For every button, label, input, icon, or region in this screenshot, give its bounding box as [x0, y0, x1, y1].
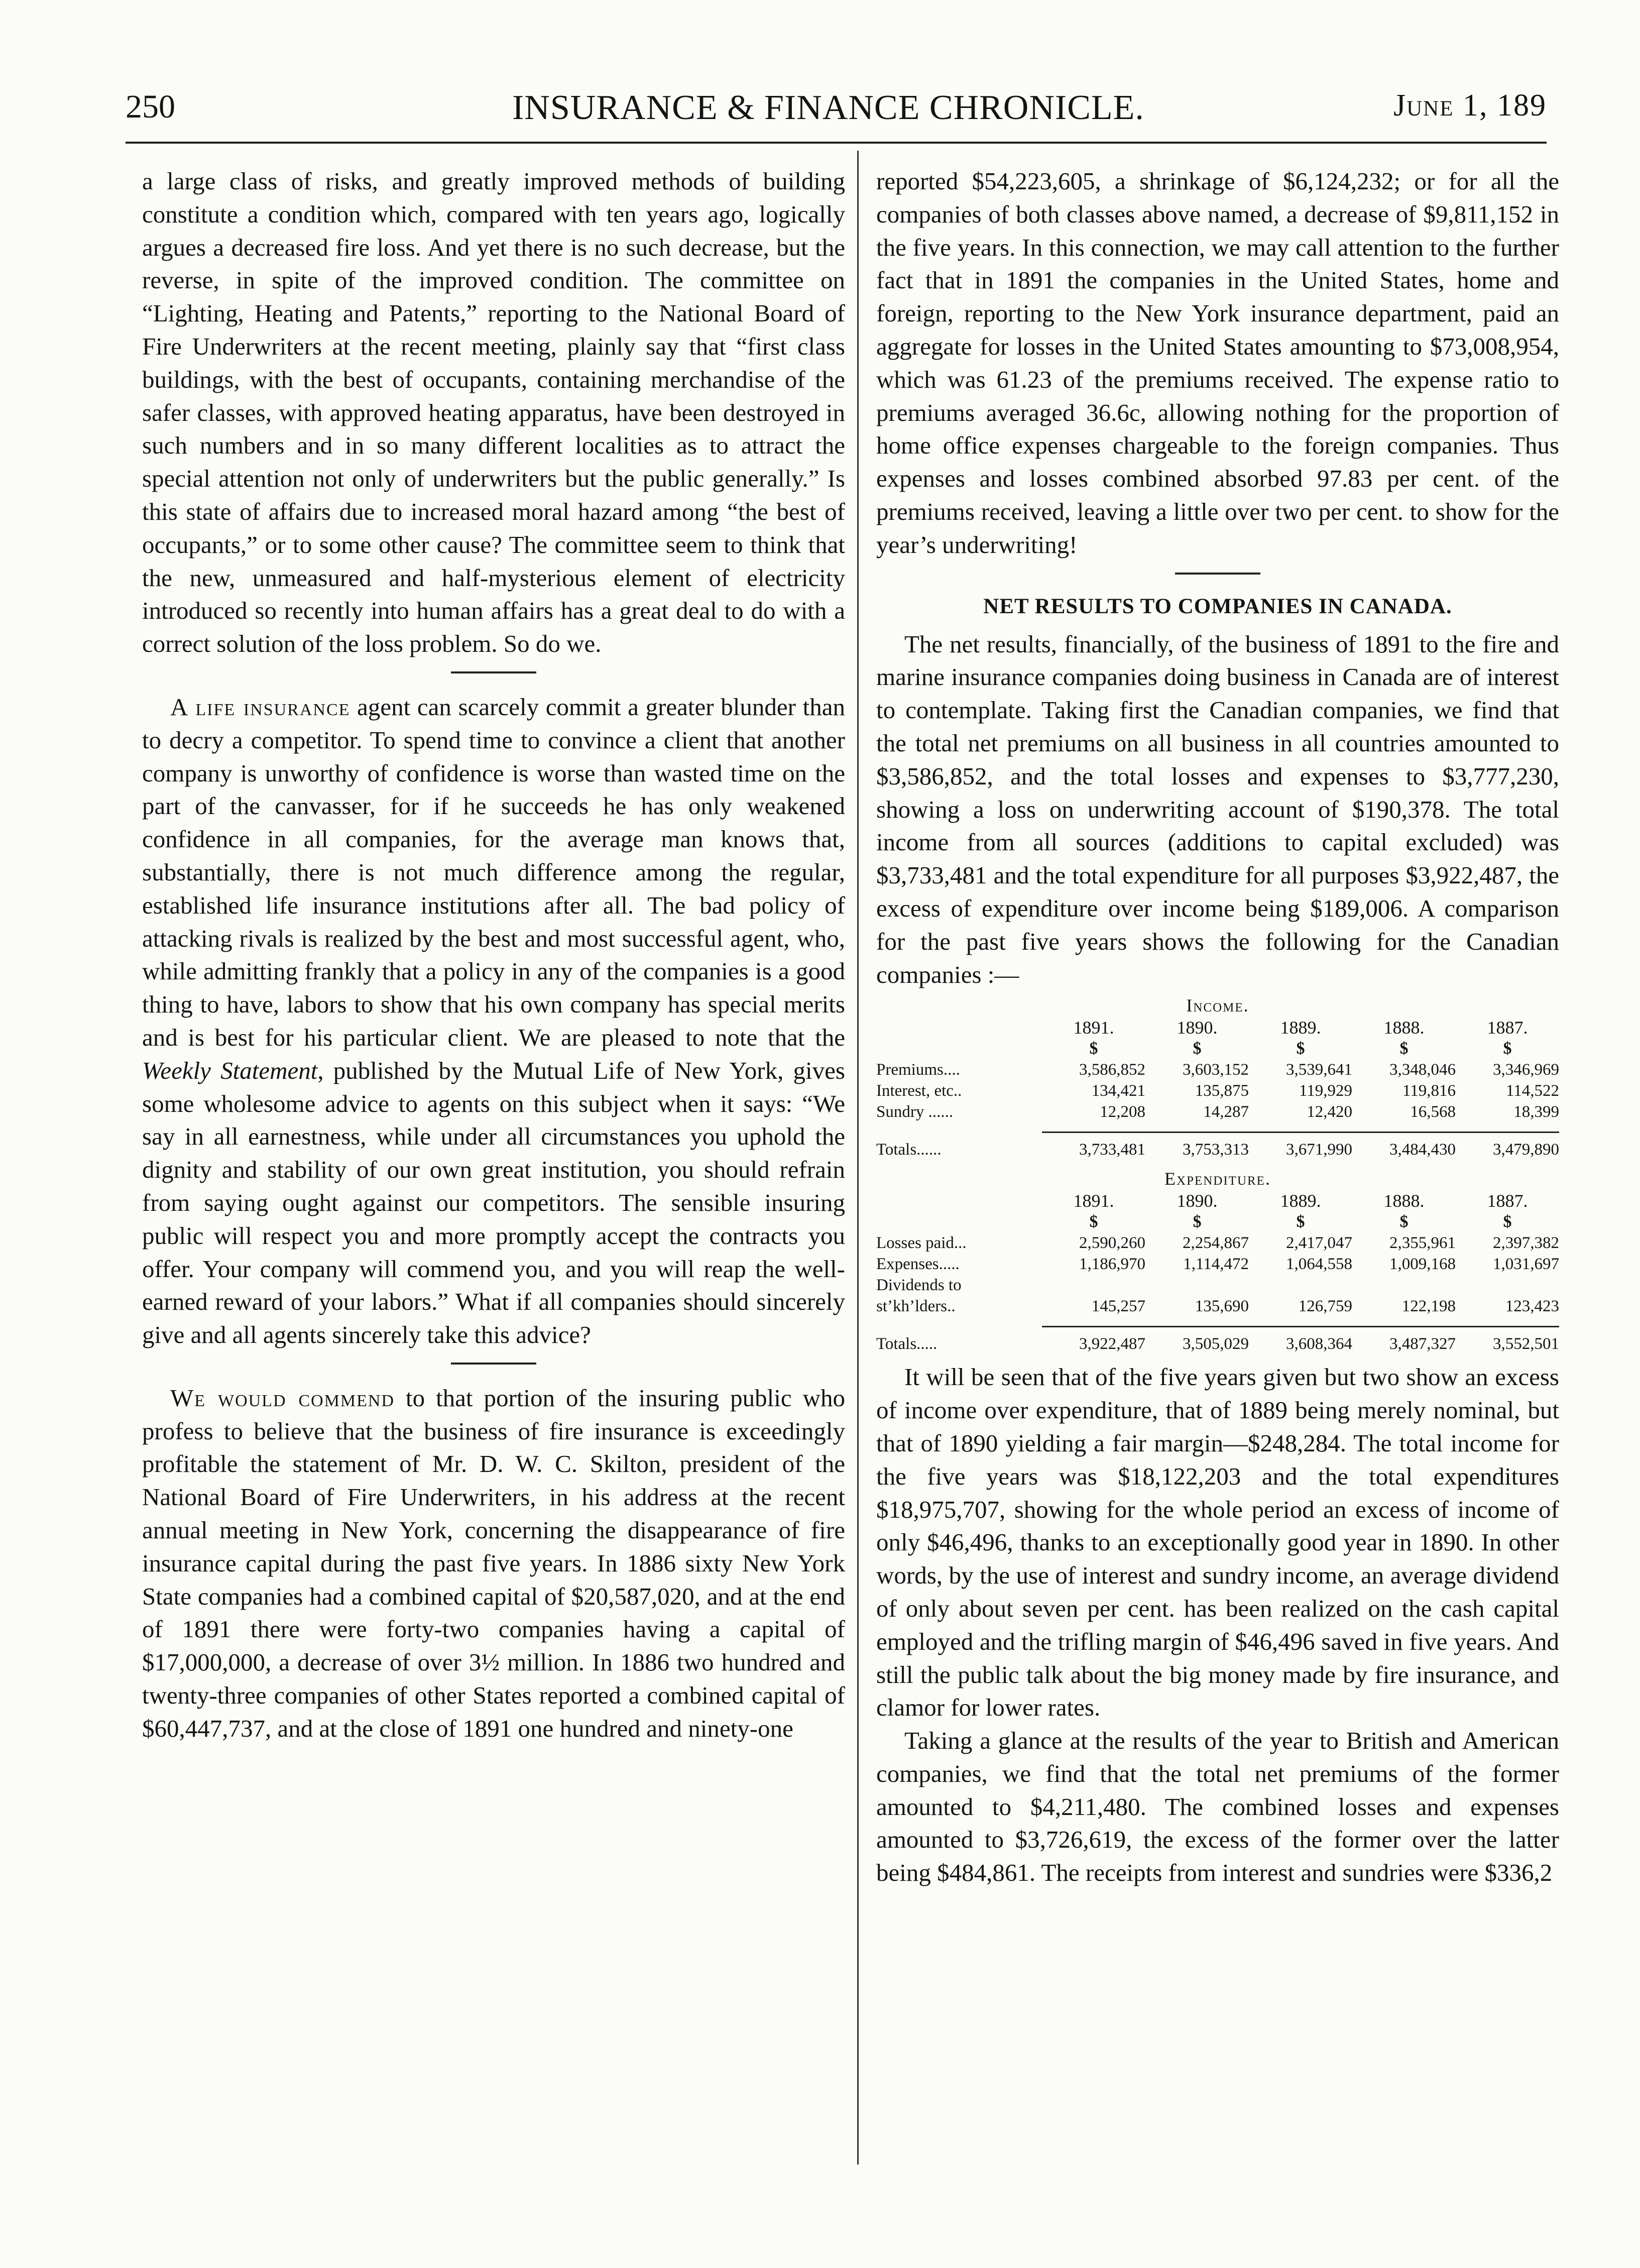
- sum-rule: [1042, 1317, 1145, 1327]
- currency-symbol: $: [1399, 1212, 1409, 1231]
- right-column: [876, 165, 1559, 2174]
- table-cell: 1,009,168: [1389, 1255, 1456, 1274]
- row-label: Totals......: [876, 1140, 942, 1159]
- header-rule: [126, 142, 1547, 144]
- table-row: [876, 1059, 1559, 1080]
- table-cell: 1,186,970: [1079, 1255, 1145, 1274]
- year-header: 1887.: [1487, 1191, 1528, 1211]
- table-cell: 3,603,152: [1183, 1061, 1249, 1079]
- table-cell: 135,690: [1195, 1297, 1249, 1316]
- table-cell: [1249, 1275, 1352, 1296]
- totals-row: [876, 1132, 1559, 1163]
- row-label: st’kh’lders..: [876, 1297, 956, 1316]
- paragraph-life-insurance-agent: [142, 691, 845, 1351]
- paragraph-british-american: Taking a glance at the results of the year to British and American companies, we find that the total net premiums of the former amounted to $4,211,480. The combined losses and expenses amounted to $3,726,619, the excess of the former over the latter being $484,861. The receipts from interest and sundries were $336,2: [876, 1727, 1559, 1887]
- table-cell: 114,522: [1505, 1082, 1559, 1100]
- row-label: Sundry ......: [876, 1103, 954, 1121]
- currency-symbol: $: [1296, 1212, 1305, 1231]
- sum-rule: [1352, 1317, 1456, 1327]
- table-caption: Income.: [1186, 995, 1249, 1016]
- table-row: [876, 1232, 1559, 1254]
- table-cell: 2,590,260: [1079, 1234, 1145, 1253]
- table-cell: 3,484,430: [1389, 1141, 1456, 1159]
- sum-rule: [1352, 1122, 1456, 1132]
- table-cell: 2,417,047: [1286, 1234, 1352, 1253]
- paragraph-five-year-comparison: It will be seen that of the five years given but two show an excess of income over expenditure, that of 1889 being merely nominal, but that of 1890 yielding a fair margin—$248,284. The total income for the five years was $18,122,203 and the total expenditures $18,975,707, showing for the whole period an excess of income of only $46,496, thanks to an exceptionally good year in 1890. In other words, by the use of interest and sundry income, an average dividend of only about seven per cent. has been realized on the cash capital employed and the trifling margin of $46,496 saved in five years. And still the public talk about the big money made by fire insurance, and clamor for lower rates.: [876, 1363, 1559, 1722]
- table-cell: 1,064,558: [1286, 1255, 1352, 1274]
- expenditure-table: [876, 1166, 1559, 1356]
- table-cell: 134,421: [1091, 1082, 1145, 1100]
- table-cell: 3,671,990: [1286, 1141, 1352, 1159]
- paragraph-fire-loss: a large class of risks, and greatly improved methods of building constitute a condition which, compared with ten years ago, logically argues a decreased fire loss. And yet there is no such decrease, but the reverse, in spite of the improved condition. The committee on “Lighting, Heating and Patents,” reporting to the National Board of Fire Underwriters at the recent meeting, plainly say that “first class buildings, with the best of occupants, containing merchandise of the safer classes, with approved heating apparatus, have been destroyed in such numbers and in so many different localities as to attract the special attention not only of underwriters but the public generally.” Is this state of affairs due to increased moral hazard among “the best of occupants,” or to some other cause? The committee seem to think that the new, unmeasured and half-mysterious element of electricity introduced so recently into human affairs has a great deal to do with a correct solution of the loss problem. So do we.: [142, 167, 845, 658]
- table-cell: 3,586,852: [1079, 1061, 1145, 1079]
- currency-symbol: $: [1089, 1039, 1098, 1058]
- paragraph-text: to that portion of the insuring public who profess to believe that the business of fire insurance is exceedingly profitable the statement of Mr. D. W. C. Skilton, president of the National Board of Fire Underwriters, in his address at the recent annual meeting in New York, concerning the disappearance of fire insurance capital during the past five years. In 1886 sixty New York State companies had a combined capital of $20,587,020, and at the end of 1891 there were forty-two companies having a capital of $17,000,000, a decrease of over 3½ million. In 1886 two hundred and twenty-three companies of other States reported a combined capital of $60,447,737, and at the close of 1891 one hundred and ninety-one: [142, 1384, 845, 1742]
- table-cell: 3,733,481: [1079, 1141, 1145, 1159]
- table-cell: 3,552,501: [1493, 1335, 1559, 1353]
- totals-row: [876, 1327, 1559, 1357]
- currency-symbol: $: [1089, 1212, 1098, 1231]
- table-row: [876, 1254, 1559, 1275]
- table-cell: 3,479,890: [1493, 1141, 1559, 1159]
- row-label: Losses paid...: [876, 1234, 967, 1253]
- sum-rule: [1042, 1122, 1145, 1132]
- row-label: Totals.....: [876, 1334, 938, 1353]
- section-rule: [1175, 573, 1260, 575]
- table-cell: 1,114,472: [1183, 1255, 1249, 1274]
- table-cell: [1456, 1275, 1559, 1296]
- paragraph-net-results: The net results, financially, of the business of 1891 to the fire and marine insurance companies doing business in Canada are of interest to contemplate. Taking first the Canadian companies, we find that the total net premiums on all business in all countries amounted to $3,586,852, and the total losses and expenses to $3,777,230, showing a loss on underwriting account of $190,378. The total income from all sources (additions to capital excluded) was $3,733,481 and the total expenditure for all purposes $3,922,487, the excess of expenditure over income being $189,006. A comparison for the past five years shows the following for the Canadian companies :—: [876, 630, 1559, 988]
- currency-symbol: $: [1193, 1212, 1202, 1231]
- currency-symbol: $: [1296, 1039, 1305, 1058]
- table-cell: 2,254,867: [1183, 1234, 1249, 1253]
- table-cell: 123,423: [1505, 1297, 1559, 1316]
- currency-symbol: $: [1193, 1039, 1202, 1058]
- currency-symbol: $: [1503, 1212, 1512, 1231]
- paragraph-shrinkage: reported $54,223,605, a shrinkage of $6,124,232; or for all the companies of both classes above named, a decrease of $9,811,152 in the five years. In this connection, we may call attention to the further fact that in 1891 the companies in the United States, home and foreign, reporting to the New York insurance department, paid an aggregate for losses in the United States amounting to $73,008,954, which was 61.23 of the premiums received. The expense ratio to premiums averaged 36.6c, allowing nothing for the proportion of home office expenses chargeable to the foreign companies. Thus expenses and losses combined absorbed 97.83 per cent. of the premiums received, leaving a little over two per cent. to show for the year’s underwriting!: [876, 167, 1559, 558]
- year-header: 1890.: [1177, 1017, 1218, 1038]
- table-row: [876, 1101, 1559, 1122]
- sum-rule: [1249, 1122, 1352, 1132]
- year-header: 1888.: [1383, 1017, 1425, 1038]
- sum-rule: [1145, 1122, 1249, 1132]
- table-cell: 1,031,697: [1493, 1255, 1559, 1274]
- column-divider: [857, 151, 859, 2165]
- lead-in-text: We would commend: [170, 1384, 395, 1412]
- currency-symbol: $: [1503, 1039, 1512, 1058]
- row-label: Dividends to: [876, 1276, 962, 1295]
- table-cell: 3,922,487: [1079, 1335, 1145, 1353]
- table-cell: 122,198: [1401, 1297, 1456, 1316]
- section-rule: [451, 1363, 536, 1365]
- table-cell: 14,287: [1203, 1103, 1249, 1121]
- table-cell: [1352, 1275, 1456, 1296]
- table-cell: 12,208: [1100, 1103, 1145, 1121]
- table-cell: [1042, 1275, 1145, 1296]
- table-cell: 3,487,327: [1389, 1335, 1456, 1353]
- row-label: Interest, etc..: [876, 1082, 962, 1100]
- year-header: 1889.: [1280, 1191, 1321, 1211]
- table-cell: 12,420: [1307, 1103, 1352, 1121]
- table-cell: 3,753,313: [1183, 1141, 1249, 1159]
- paragraph-text: , published by the Mutual Life of New York, gives some wholesome advice to agents on this subject when it says: “We say in all earnestness, while under all circumstances you uphold the dignity and stability of our own great institution, you should refrain from saying ought against our competitors. The sensible insuring public will respect you and more promptly accept the contracts you offer. Your company will commend you, and you will reap the well-earned reward of your labors.” What if all companies should sincerely give and all agents sincerely take this advice?: [142, 1056, 845, 1349]
- table-row: [876, 1296, 1559, 1317]
- income-table: [876, 993, 1559, 1162]
- table-cell: 145,257: [1091, 1297, 1145, 1316]
- table-cell: 135,875: [1195, 1082, 1249, 1100]
- table-row: [876, 1275, 1559, 1296]
- table-cell: 3,505,029: [1183, 1335, 1249, 1353]
- section-heading: NET RESULTS TO COMPANIES IN CANADA.: [983, 594, 1452, 618]
- row-label: Premiums....: [876, 1061, 960, 1079]
- year-header: 1887.: [1487, 1017, 1528, 1038]
- table-cell: 119,816: [1402, 1082, 1456, 1100]
- lead-in-text: A life insurance: [170, 693, 350, 721]
- table-cell: 3,348,046: [1389, 1061, 1456, 1079]
- year-header: 1889.: [1280, 1017, 1321, 1038]
- page-header: [126, 88, 1547, 133]
- table-cell: 2,397,382: [1493, 1234, 1559, 1253]
- left-column: [142, 165, 845, 2174]
- page-number: 250: [126, 88, 175, 125]
- section-rule: [451, 671, 536, 673]
- table-row: [876, 1080, 1559, 1101]
- paragraph-fire-capital: [142, 1382, 845, 1745]
- issue-date: June 1, 189: [1393, 88, 1547, 123]
- table-cell: 18,399: [1513, 1103, 1559, 1121]
- paragraph-text: agent can scarcely commit a greater blunder than to decry a competitor. To spend time to convince a client that another company is unworthy of confidence is worse than wasted time on the part of the canvasser, for if he succeeds he has only weakened confidence in all companies, for the average man knows that, substantially, there is not much difference among the regular, established life insurance institutions after all. The bad policy of attacking rivals is realized by the best and most successful agent, who, while admitting frankly that a policy in any of the companies is a good thing to have, labors to show that his own company has special merits and is best for his particular client. We are pleased to note that the: [142, 693, 845, 1051]
- currency-symbol: $: [1399, 1039, 1409, 1058]
- table-caption: Expenditure.: [1164, 1169, 1271, 1189]
- sum-rule: [1249, 1317, 1352, 1327]
- year-header: 1891.: [1073, 1191, 1114, 1211]
- sum-rule: [1145, 1317, 1249, 1327]
- year-header: 1890.: [1177, 1191, 1218, 1211]
- table-cell: 126,759: [1298, 1297, 1352, 1316]
- row-label: Expenses.....: [876, 1255, 960, 1274]
- table-cell: [1145, 1275, 1249, 1296]
- table-cell: 3,539,641: [1286, 1061, 1352, 1079]
- publication-title: Weekly Statement: [142, 1056, 318, 1084]
- sum-rule: [1456, 1317, 1559, 1327]
- table-cell: 3,608,364: [1286, 1335, 1352, 1353]
- table-cell: 16,568: [1410, 1103, 1456, 1121]
- journal-title: INSURANCE & FINANCE CHRONICLE.: [512, 88, 1144, 127]
- year-header: 1891.: [1073, 1017, 1114, 1038]
- table-cell: 3,346,969: [1493, 1061, 1559, 1079]
- table-cell: 119,929: [1299, 1082, 1352, 1100]
- year-header: 1888.: [1383, 1191, 1425, 1211]
- sum-rule: [1456, 1122, 1559, 1132]
- table-cell: 2,355,961: [1389, 1234, 1456, 1253]
